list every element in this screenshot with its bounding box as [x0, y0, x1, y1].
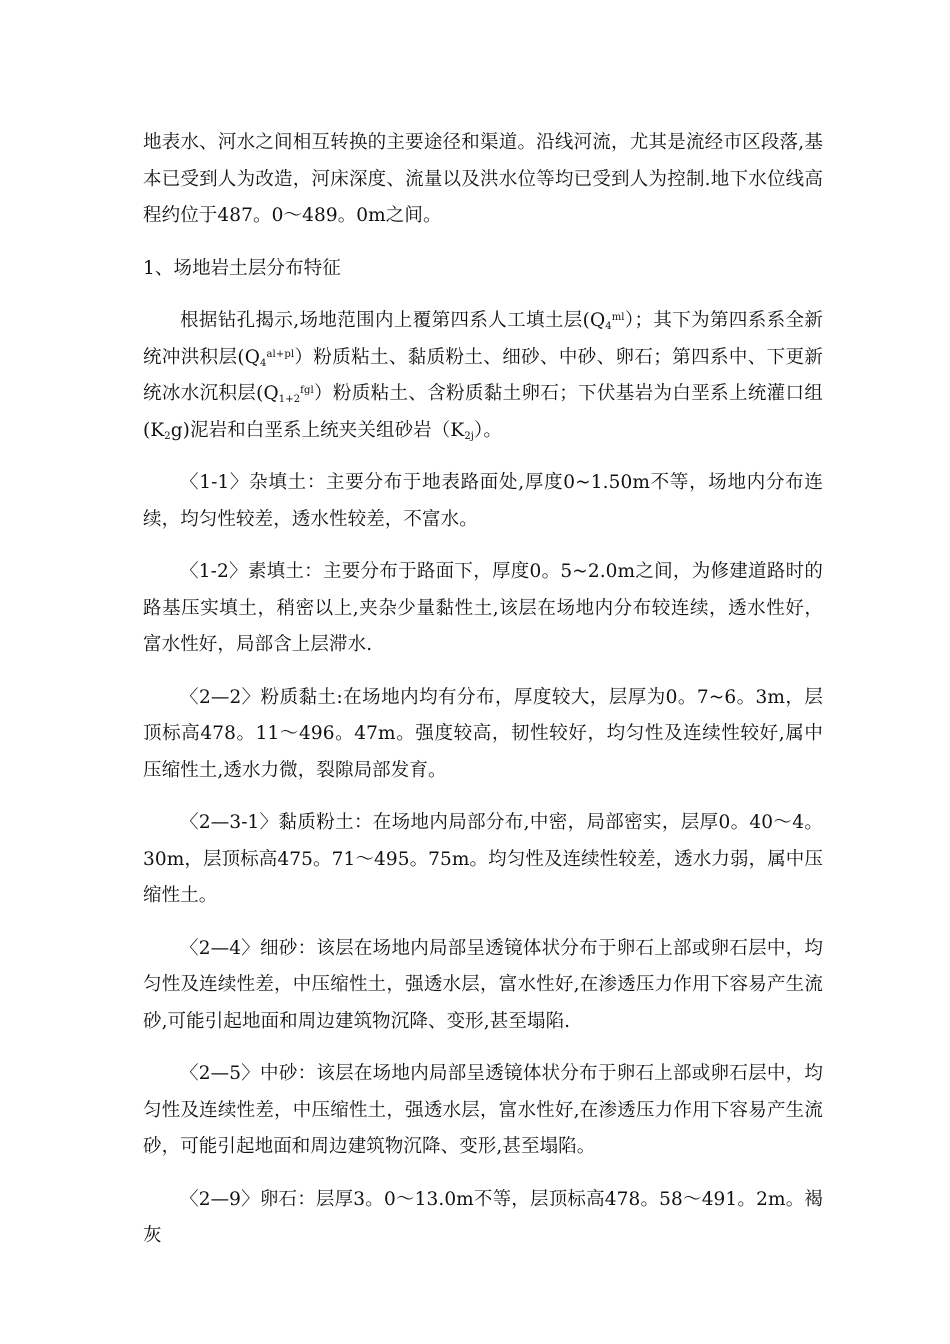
text-segment: ）粉质粘土、黏质粉土、细砂、中砂、卵石；第四系中、下更新统冰水沉积层(Q — [143, 346, 823, 404]
paragraph-layer-2-2: 〈2—2〉粉质黏土:在场地内均有分布，厚度较大，层厚为0。7~6。3m，层顶标高478。11～496。47m。强度较高，韧性较好，均匀性及连续性较好,属中压缩性土,透水力微，裂隙局部发育。 — [143, 686, 823, 781]
superscript: ml — [611, 312, 625, 323]
paragraph-groundwater: 地表水、河水之间相互转换的主要途径和渠道。沿线河流，尤其是流经市区段落,基本已受到人为改造，河床深度、流量以及洪水位等均已受到人为控制.地下水位线高程约位于487。0～489。0m之间。 — [143, 132, 823, 226]
paragraph-layer-2-9: 〈2—9〉卵石：层厚3。0～13.0m不等，层顶标高478。58～491。2m。褐灰 — [143, 1188, 823, 1246]
paragraph-layer-1-1: 〈1-1〉杂填土：主要分布于地表路面处,厚度0~1.50m不等，场地内分布连续，均匀性较差，透水性较差，不富水。 — [143, 472, 823, 530]
text-segment: ）。 — [473, 419, 502, 441]
superscript: al+pl — [266, 348, 295, 360]
paragraph-layer-2-5: 〈2—5〉中砂：该层在场地内局部呈透镜体状分布于卵石上部或卵石层中，均匀性及连续性差，中压缩性土，强透水层，富水性好,在渗透压力作用下容易产生流砂，可能引起地面和周边建筑物沉降、变形,甚至塌陷。 — [143, 1063, 823, 1157]
text-segment: ）粉质粘土、含粉质黏土卵石；下伏基岩为白垩系上统灌口组(K — [143, 383, 823, 441]
section-heading: 1、场地岩土层分布特征 — [143, 257, 341, 279]
subscript: 4 — [260, 357, 267, 369]
superscript: fgl — [300, 385, 314, 396]
subscript: 4 — [605, 321, 612, 332]
paragraph-strata-overview — [143, 303, 823, 449]
subscript: 2j — [464, 430, 474, 442]
text-segment: 根据钻孔揭示,场地范围内上覆第四系人工填土层(Q — [180, 310, 606, 331]
text-segment: g)泥岩和白垩系上统夹关组砂岩（K — [170, 419, 465, 441]
document-body — [143, 125, 823, 1255]
paragraph-layer-1-2: 〈1-2〉素填土：主要分布于路面下，厚度0。5~2.0m之间，为修建道路时的路基压实填土，稍密以上,夹杂少量黏性土,该层在场地内分布较连续，透水性好，富水性好，局部含上层滞水. — [143, 561, 823, 655]
text-segment: ）；其下为第四系系全新统冲洪积层(Q — [143, 310, 823, 368]
subscript: 2 — [164, 430, 171, 442]
paragraph-layer-2-3-1: 〈2—3-1〉黏质粉土：在场地内局部分布,中密，局部密实，层厚0。40～4。30m，层顶标高475。71～495。75m。均匀性及连续性较差，透水力弱，属中压缩性土。 — [143, 812, 823, 906]
paragraph-layer-2-4: 〈2—4〉细砂：该层在场地内局部呈透镜体状分布于卵石上部或卵石层中，均匀性及连续性差，中压缩性土，强透水层，富水性好,在渗透压力作用下容易产生流砂,可能引起地面和周边建筑物沉降、变形,甚至塌陷. — [143, 937, 823, 1032]
subscript: 1+2 — [278, 394, 301, 405]
